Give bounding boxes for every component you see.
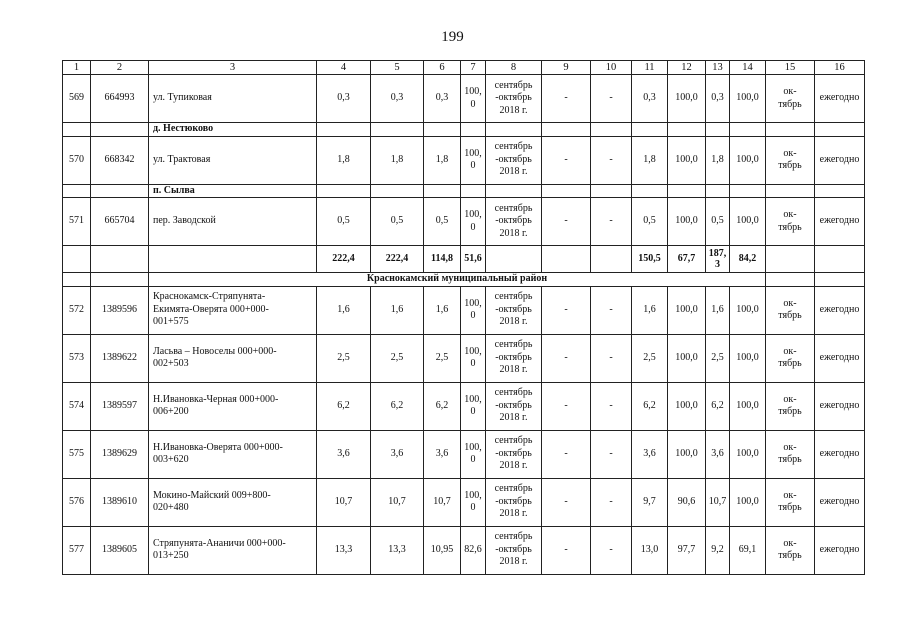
column-header: 16 <box>815 61 865 75</box>
table-cell <box>424 184 461 198</box>
table-cell: 100, 0 <box>461 382 486 430</box>
table-cell: 572 <box>63 286 91 334</box>
table-cell: ок- тябрь <box>766 382 815 430</box>
table-cell: 3,6 <box>371 430 424 478</box>
table-cell: 664993 <box>91 75 149 123</box>
table-cell: 2,5 <box>424 334 461 382</box>
table-row <box>63 286 865 334</box>
column-header: 10 <box>591 61 632 75</box>
table-cell: 187, 3 <box>706 246 730 273</box>
table-cell: Мокино-Майский 009+800- 020+480 <box>149 478 317 526</box>
table-cell: сентябрь -октябрь 2018 г. <box>486 334 542 382</box>
table-cell: - <box>591 334 632 382</box>
table-cell: Н.Ивановка-Оверята 000+000- 003+620 <box>149 430 317 478</box>
table-cell: - <box>591 75 632 123</box>
table-cell <box>91 246 149 273</box>
table-cell: сентябрь -октябрь 2018 г. <box>486 75 542 123</box>
table-cell: 100, 0 <box>461 198 486 246</box>
table-cell: 1389605 <box>91 526 149 574</box>
table-cell: 571 <box>63 198 91 246</box>
table-cell: 577 <box>63 526 91 574</box>
table-cell: 222,4 <box>317 246 371 273</box>
table-cell: пер. Заводской <box>149 198 317 246</box>
table-row <box>63 198 865 246</box>
table-cell: Краснокамск-Стряпунята- Екимята-Оверята 000+000- 001+575 <box>149 286 317 334</box>
table-cell <box>632 184 668 198</box>
table-cell: ул. Тупиковая <box>149 75 317 123</box>
table-cell: 10,7 <box>706 478 730 526</box>
table-cell: 100, 0 <box>461 430 486 478</box>
table-cell: 1,6 <box>424 286 461 334</box>
table-cell: 2,5 <box>371 334 424 382</box>
table-cell: - <box>591 478 632 526</box>
table-cell <box>461 123 486 137</box>
table-cell: 1389622 <box>91 334 149 382</box>
table-cell: 2,5 <box>706 334 730 382</box>
column-header: 3 <box>149 61 317 75</box>
table-cell <box>632 123 668 137</box>
table-cell: ок- тябрь <box>766 198 815 246</box>
column-header: 1 <box>63 61 91 75</box>
table-cell <box>63 184 91 198</box>
section-title: п. Сылва <box>149 184 317 198</box>
table-cell: - <box>542 198 591 246</box>
column-header: 14 <box>730 61 766 75</box>
table-cell: 100,0 <box>730 136 766 184</box>
column-header: 11 <box>632 61 668 75</box>
table-cell: ок- тябрь <box>766 286 815 334</box>
table-cell <box>591 246 632 273</box>
table-cell: ок- тябрь <box>766 478 815 526</box>
table-cell: 100,0 <box>730 334 766 382</box>
table-row <box>63 136 865 184</box>
table-cell: 150,5 <box>632 246 668 273</box>
table-cell: ежегодно <box>815 334 865 382</box>
table-cell: 100,0 <box>730 286 766 334</box>
table-cell <box>766 123 815 137</box>
column-header: 6 <box>424 61 461 75</box>
table-cell: - <box>542 526 591 574</box>
table-cell <box>486 184 542 198</box>
column-header: 12 <box>668 61 706 75</box>
table-cell: 6,2 <box>632 382 668 430</box>
table-cell: 100, 0 <box>461 478 486 526</box>
table-cell <box>815 273 865 287</box>
table-cell <box>63 246 91 273</box>
table-cell: 3,6 <box>706 430 730 478</box>
table-cell: 576 <box>63 478 91 526</box>
table-cell <box>542 246 591 273</box>
table-cell: 0,3 <box>424 75 461 123</box>
table-cell: сентябрь -октябрь 2018 г. <box>486 526 542 574</box>
table-cell: 6,2 <box>706 382 730 430</box>
table-cell: 100,0 <box>668 286 706 334</box>
total-row <box>63 246 865 273</box>
table-cell: 6,2 <box>424 382 461 430</box>
column-header: 4 <box>317 61 371 75</box>
table-cell <box>91 184 149 198</box>
table-cell: 100,0 <box>730 430 766 478</box>
table-cell <box>371 184 424 198</box>
table-cell: 10,7 <box>317 478 371 526</box>
table-cell <box>766 246 815 273</box>
section-row <box>63 123 865 137</box>
table-cell <box>461 184 486 198</box>
table-cell: сентябрь -октябрь 2018 г. <box>486 430 542 478</box>
table-cell: 100,0 <box>668 136 706 184</box>
table-cell: 13,3 <box>317 526 371 574</box>
table-cell: 2,5 <box>317 334 371 382</box>
table-cell: ежегодно <box>815 478 865 526</box>
table-cell <box>668 184 706 198</box>
column-header: 15 <box>766 61 815 75</box>
table-cell: 100, 0 <box>461 136 486 184</box>
table-cell: ежегодно <box>815 198 865 246</box>
table-cell <box>766 273 815 287</box>
column-header: 9 <box>542 61 591 75</box>
table-cell <box>486 123 542 137</box>
table-cell: 1,6 <box>632 286 668 334</box>
table-cell: 9,7 <box>632 478 668 526</box>
table-cell: 1,8 <box>424 136 461 184</box>
table-row <box>63 478 865 526</box>
table-cell: ежегодно <box>815 286 865 334</box>
table-cell: 0,3 <box>317 75 371 123</box>
column-header: 7 <box>461 61 486 75</box>
column-header: 13 <box>706 61 730 75</box>
table-cell: 668342 <box>91 136 149 184</box>
table-cell: ежегодно <box>815 136 865 184</box>
table-cell: 100,0 <box>730 478 766 526</box>
table-cell: 13,3 <box>371 526 424 574</box>
table-row <box>63 382 865 430</box>
table-cell: - <box>542 430 591 478</box>
table-cell <box>317 184 371 198</box>
table-cell: 0,5 <box>632 198 668 246</box>
table-cell: 569 <box>63 75 91 123</box>
table-row <box>63 526 865 574</box>
table-cell <box>63 123 91 137</box>
table-cell: ул. Трактовая <box>149 136 317 184</box>
table-cell <box>730 184 766 198</box>
table-cell: - <box>591 526 632 574</box>
table-cell: 67,7 <box>668 246 706 273</box>
table-cell: 2,5 <box>632 334 668 382</box>
table-cell: 0,5 <box>424 198 461 246</box>
table-cell: - <box>591 286 632 334</box>
table-cell: 0,3 <box>706 75 730 123</box>
table-cell: - <box>591 382 632 430</box>
table-cell: 100,0 <box>668 430 706 478</box>
table-cell: 114,8 <box>424 246 461 273</box>
table-cell: - <box>591 198 632 246</box>
table-cell: ежегодно <box>815 75 865 123</box>
table-cell: 13,0 <box>632 526 668 574</box>
table-cell: 1,8 <box>706 136 730 184</box>
table-cell: 0,5 <box>371 198 424 246</box>
table-cell: 100,0 <box>730 198 766 246</box>
table-cell <box>815 246 865 273</box>
table-cell <box>815 184 865 198</box>
table-cell <box>149 246 317 273</box>
table-cell <box>424 123 461 137</box>
table-cell: 1,8 <box>317 136 371 184</box>
table-cell: 69,1 <box>730 526 766 574</box>
table-cell: 570 <box>63 136 91 184</box>
table-cell: Н.Ивановка-Черная 000+000- 006+200 <box>149 382 317 430</box>
section-row <box>63 184 865 198</box>
table-cell: 1389629 <box>91 430 149 478</box>
table-cell: 100,0 <box>668 75 706 123</box>
table-cell <box>706 184 730 198</box>
table-cell: 82,6 <box>461 526 486 574</box>
table-cell: ок- тябрь <box>766 430 815 478</box>
table-cell: ок- тябрь <box>766 75 815 123</box>
table-cell: 97,7 <box>668 526 706 574</box>
table-cell: 3,6 <box>317 430 371 478</box>
table-cell: сентябрь -октябрь 2018 г. <box>486 198 542 246</box>
table-row <box>63 430 865 478</box>
table-cell: 573 <box>63 334 91 382</box>
table-cell: 222,4 <box>371 246 424 273</box>
table-cell: 3,6 <box>632 430 668 478</box>
section-title: д. Нестюково <box>149 123 317 137</box>
table-cell: 10,95 <box>424 526 461 574</box>
region-title: Краснокамский муниципальный район <box>149 273 766 287</box>
table-cell <box>542 123 591 137</box>
table-cell: Ласьва – Новоселы 000+000- 002+503 <box>149 334 317 382</box>
table-cell: 1389597 <box>91 382 149 430</box>
table-cell: 0,3 <box>632 75 668 123</box>
table-cell: 575 <box>63 430 91 478</box>
table-cell: 100, 0 <box>461 286 486 334</box>
table-cell <box>706 123 730 137</box>
table-cell: 1389610 <box>91 478 149 526</box>
table-cell <box>91 123 149 137</box>
table-cell: 100,0 <box>668 382 706 430</box>
table-cell: 84,2 <box>730 246 766 273</box>
table-cell: ок- тябрь <box>766 136 815 184</box>
table-cell <box>91 273 149 287</box>
table-cell: 1,6 <box>317 286 371 334</box>
table-cell: - <box>542 334 591 382</box>
table-cell: - <box>542 478 591 526</box>
table-cell: сентябрь -октябрь 2018 г. <box>486 286 542 334</box>
table-cell: сентябрь -октябрь 2018 г. <box>486 382 542 430</box>
table-cell: 100, 0 <box>461 75 486 123</box>
table-cell: 0,5 <box>317 198 371 246</box>
table-cell: 1,6 <box>371 286 424 334</box>
table-cell <box>486 246 542 273</box>
table-cell <box>730 123 766 137</box>
table-cell: - <box>542 382 591 430</box>
region-row <box>63 273 865 287</box>
table-cell: ежегодно <box>815 430 865 478</box>
table-cell <box>542 184 591 198</box>
table-cell: 665704 <box>91 198 149 246</box>
table-cell: 1389596 <box>91 286 149 334</box>
table-cell: - <box>591 430 632 478</box>
table-cell: 6,2 <box>371 382 424 430</box>
column-header: 5 <box>371 61 424 75</box>
table-cell: - <box>591 136 632 184</box>
roads-table <box>62 60 865 575</box>
table-cell <box>591 123 632 137</box>
table-cell: 100,0 <box>668 198 706 246</box>
table-cell <box>371 123 424 137</box>
table-cell <box>63 273 91 287</box>
table-row <box>63 334 865 382</box>
table-cell: 10,7 <box>424 478 461 526</box>
table-cell: 1,6 <box>706 286 730 334</box>
column-header: 2 <box>91 61 149 75</box>
table-cell: 1,8 <box>632 136 668 184</box>
table-row <box>63 75 865 123</box>
header-row <box>63 61 865 75</box>
page-number: 199 <box>441 29 464 45</box>
table-cell <box>815 123 865 137</box>
table-cell: 100, 0 <box>461 334 486 382</box>
table-cell: ежегодно <box>815 382 865 430</box>
column-header: 8 <box>486 61 542 75</box>
table-cell: 100,0 <box>730 75 766 123</box>
table-cell <box>591 184 632 198</box>
table-cell: 0,3 <box>371 75 424 123</box>
table-cell: 1,8 <box>371 136 424 184</box>
table-cell: - <box>542 136 591 184</box>
table-cell: 51,6 <box>461 246 486 273</box>
table-cell: 100,0 <box>730 382 766 430</box>
table-cell <box>668 123 706 137</box>
table-cell: 6,2 <box>317 382 371 430</box>
table-cell: Стряпунята-Ананичи 000+000- 013+250 <box>149 526 317 574</box>
table-cell: 0,5 <box>706 198 730 246</box>
table-cell: 3,6 <box>424 430 461 478</box>
table-cell: - <box>542 286 591 334</box>
table-cell: - <box>542 75 591 123</box>
table-cell: сентябрь -октябрь 2018 г. <box>486 478 542 526</box>
table-cell: 100,0 <box>668 334 706 382</box>
table-cell: сентябрь -октябрь 2018 г. <box>486 136 542 184</box>
table-cell <box>317 123 371 137</box>
table-cell: ок- тябрь <box>766 526 815 574</box>
table-cell <box>766 184 815 198</box>
table-cell: ок- тябрь <box>766 334 815 382</box>
table-cell: 10,7 <box>371 478 424 526</box>
table-cell: 90,6 <box>668 478 706 526</box>
table-cell: 9,2 <box>706 526 730 574</box>
table-cell: ежегодно <box>815 526 865 574</box>
table-cell: 574 <box>63 382 91 430</box>
